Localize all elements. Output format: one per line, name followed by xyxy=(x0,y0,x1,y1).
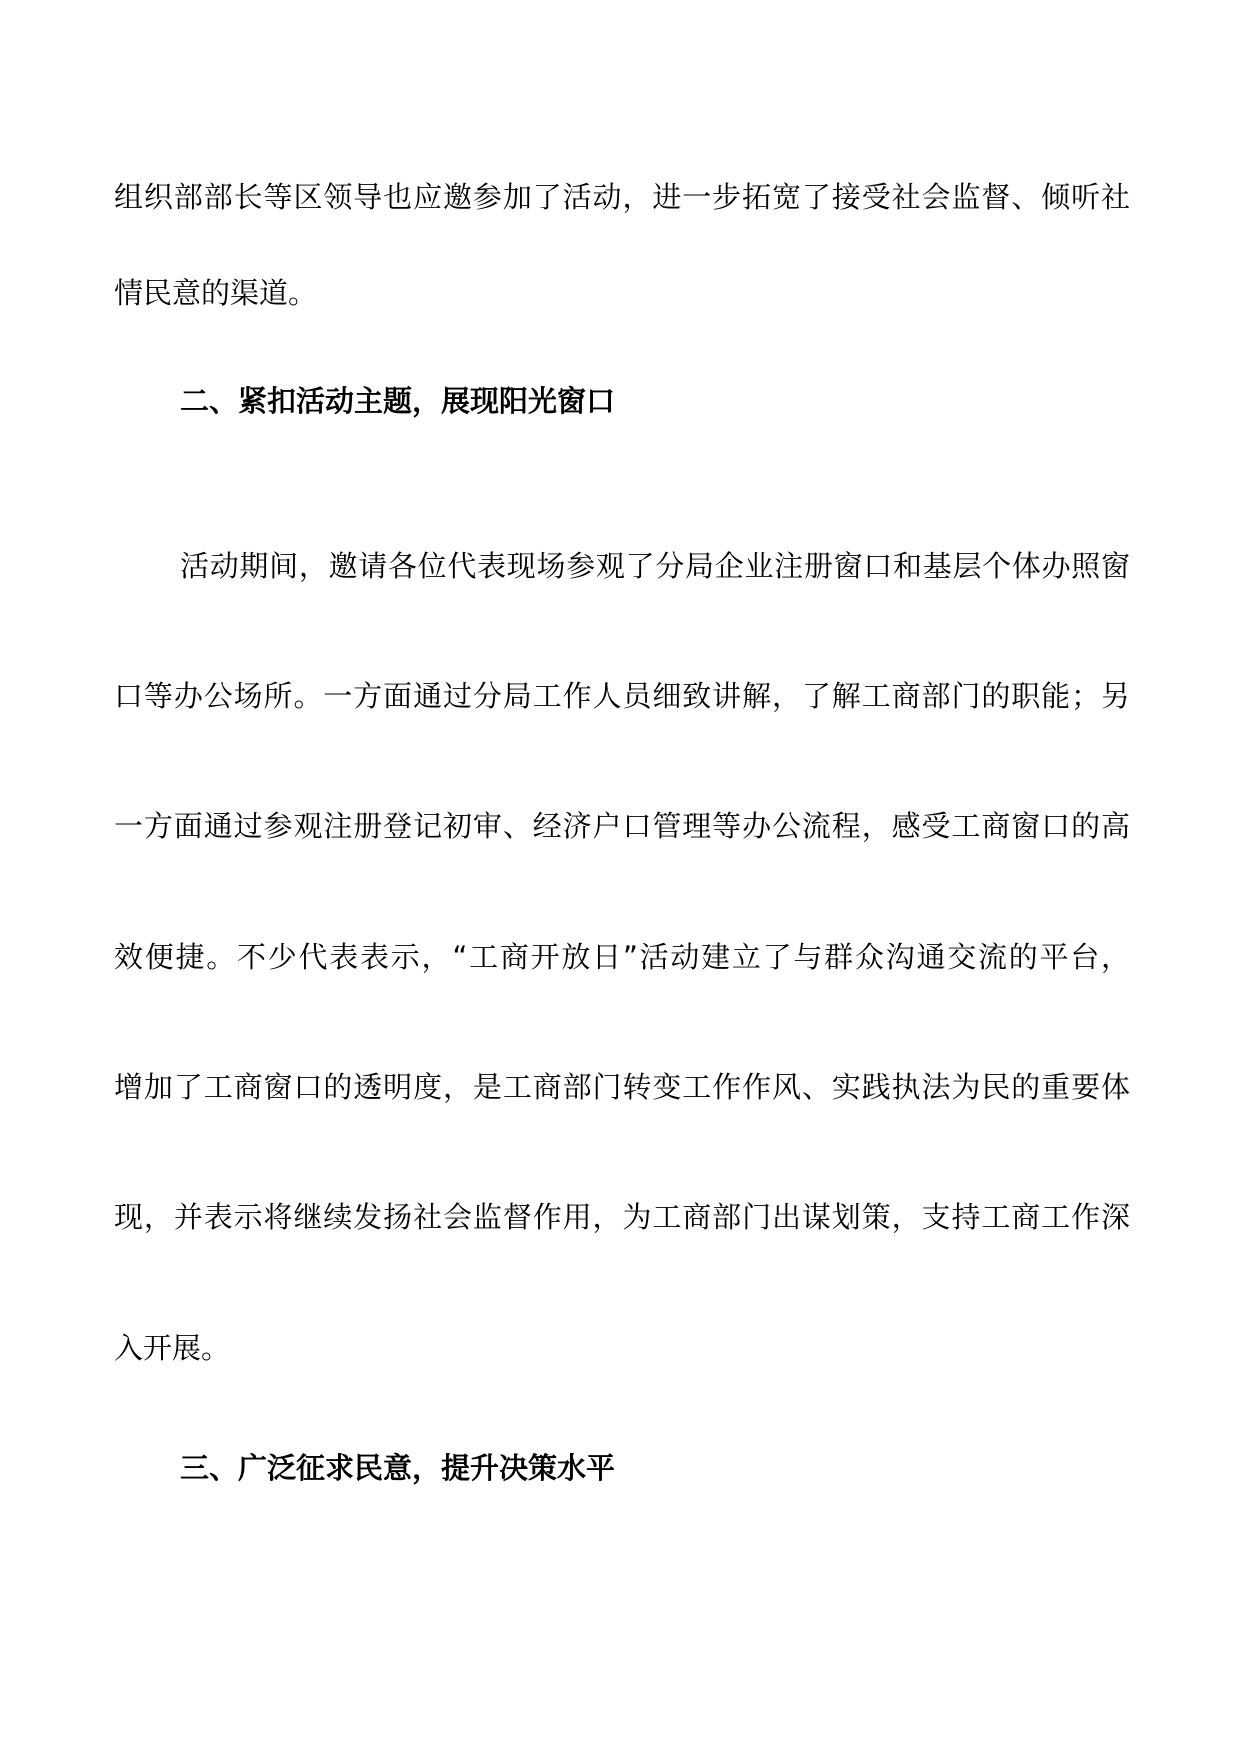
paragraph-line: 活动期间，邀请各位代表现场参观了分局企业注册窗口和基层个体办照窗 xyxy=(180,549,1130,583)
paragraph-line: 现，并表示将继续发扬社会监督作用，为工商部门出谋划策，支持工商工作深 xyxy=(114,1200,1130,1234)
paragraph-line: 增加了工商窗口的透明度，是工商部门转变工作作风、实践执法为民的重要体 xyxy=(114,1070,1130,1104)
section-heading: 二、紧扣活动主题，展现阳光窗口 xyxy=(180,384,616,418)
section-heading: 三、广泛征求民意，提升决策水平 xyxy=(180,1451,616,1485)
paragraph-line: 一方面通过参观注册登记初审、经济户口管理等办公流程，感受工商窗口的高 xyxy=(114,809,1130,843)
paragraph-line: 口等办公场所。一方面通过分局工作人员细致讲解，了解工商部门的职能；另 xyxy=(114,679,1130,713)
paragraph-line: 情民意的渠道。 xyxy=(114,276,318,310)
paragraph-line: 组织部部长等区领导也应邀参加了活动，进一步拓宽了接受社会监督、倾听社 xyxy=(114,180,1130,214)
paragraph-line: 效便捷。不少代表表示，“工商开放日”活动建立了与群众沟通交流的平台， xyxy=(114,940,1130,974)
paragraph-line: 入开展。 xyxy=(114,1331,231,1365)
